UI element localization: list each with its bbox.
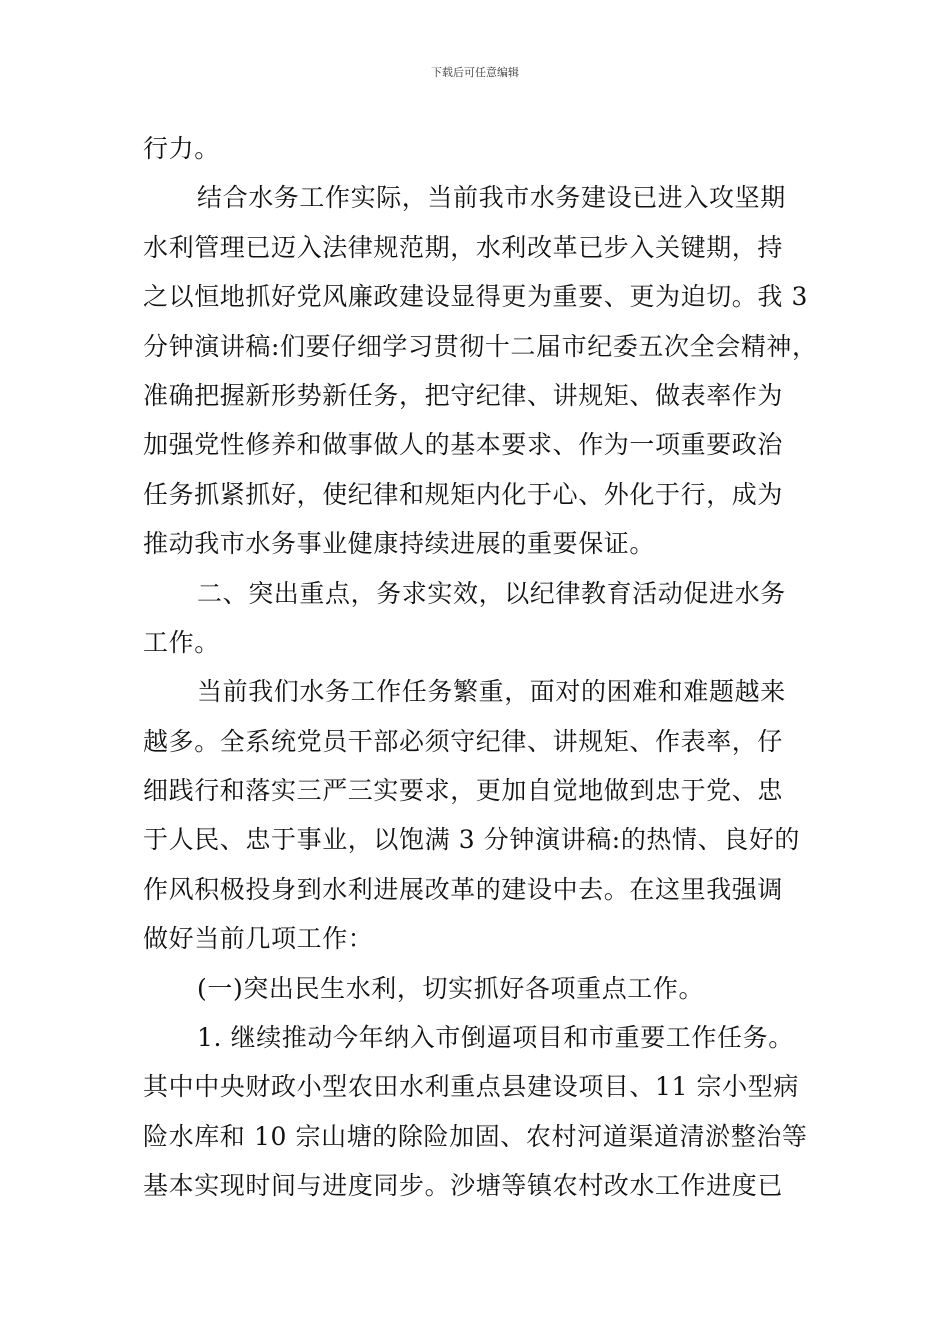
- text-line: 行力。: [143, 134, 220, 163]
- text-line: 水利管理已迈入法律规范期，水利改革已步入关键期，持: [143, 232, 784, 262]
- text-line: 当前我们水务工作任务繁重，面对的困难和难题越来: [197, 677, 786, 707]
- text-line: 分钟演讲稿:们要仔细学习贯彻十二届市纪委五次全会精神，: [143, 331, 818, 361]
- text-line: 加强党性修养和做事做人的基本要求、作为一项重要政治: [143, 430, 784, 460]
- text-line: 工作。: [143, 627, 220, 657]
- text-line: 推动我市水务事业健康持续进展的重要保证。: [143, 529, 656, 559]
- page-header: [0, 66, 950, 80]
- text-line: 准确把握新形势新任务，把守纪律、讲规矩、做表率作为: [143, 380, 784, 410]
- text-line: 细践行和落实三严三实要求，更加自觉地做到忠于党、忠: [143, 776, 784, 806]
- text-line: 基本实现时间与进度同步。沙塘等镇农村改水工作进度已: [143, 1171, 784, 1201]
- document-body: [143, 124, 818, 1211]
- text-line: 险水库和 10 宗山塘的除险加固、农村河道渠道清淤整治等: [143, 1121, 808, 1151]
- text-line: (一)突出民生水利，切实抓好各项重点工作。: [197, 973, 705, 1003]
- text-line: 1. 继续推动今年纳入市倒逼项目和市重要工作任务。: [197, 1023, 794, 1053]
- text-line: 越多。全系统党员干部必须守纪律、讲规矩、作表率，仔: [143, 726, 784, 756]
- text-line: 任务抓紧抓好，使纪律和规矩内化于心、外化于行，成为: [143, 479, 784, 509]
- text-line: 其中中央财政小型农田水利重点县建设项目、11 宗小型病: [143, 1072, 799, 1102]
- text-line: 作风积极投身到水利进展改革的建设中去。在这里我强调: [143, 874, 784, 904]
- text-line: 做好当前几项工作：: [143, 924, 374, 954]
- text-line: 结合水务工作实际，当前我市水务建设已进入攻坚期: [197, 183, 786, 213]
- text-line: 二、突出重点，务求实效，以纪律教育活动促进水务: [197, 578, 786, 608]
- text-line: 之以恒地抓好党风廉政建设显得更为重要、更为迫切。我 3: [143, 282, 809, 312]
- text-line: 于人民、忠于事业，以饱满 3 分钟演讲稿:的热情、良好的: [143, 825, 801, 855]
- header-note: 下载后可任意编辑: [431, 66, 519, 79]
